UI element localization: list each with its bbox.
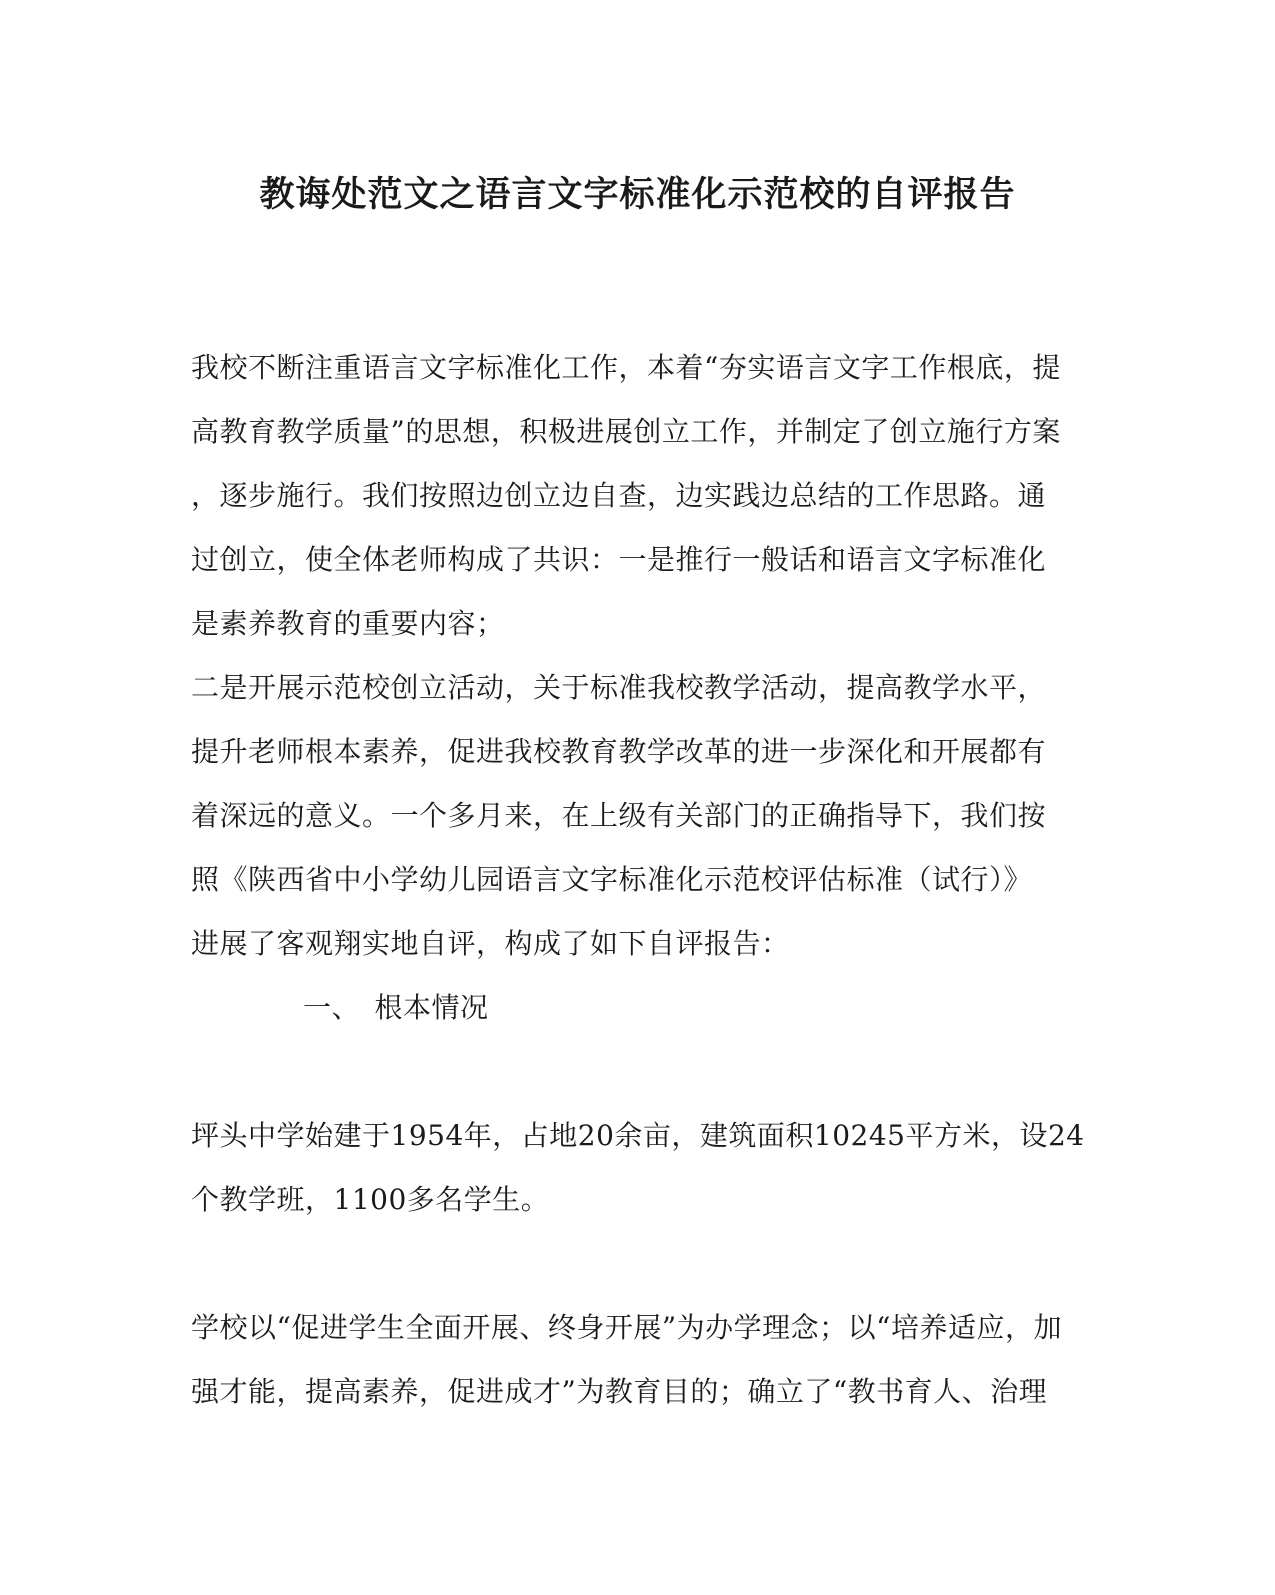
intro-line-3: ，逐步施行。我们按照边创立边自查，边实践边总结的工作思路。通 xyxy=(191,479,1047,512)
intro-line-5: 是素养教育的重要内容； xyxy=(191,607,505,640)
intro-line-1: 我校不断注重语言文字标准化工作，本着“夯实语言文字工作根底，提 xyxy=(191,351,1061,384)
intro-line-8: 着深远的意义。一个多月来，在上级有关部门的正确指导下，我们按 xyxy=(191,799,1047,832)
section1-para1-line-2: 个教学班，1100多名学生。 xyxy=(191,1183,550,1216)
section1-para2-line-1: 学校以“促进学生全面开展、终身开展”为办学理念；以“培养适应，加 xyxy=(191,1311,1062,1344)
section-heading-basic-situation: 一、 根本情况 xyxy=(303,991,489,1024)
intro-line-10: 进展了客观翔实地自评，构成了如下自评报告： xyxy=(191,927,790,960)
section1-para1-line-1: 坪头中学始建于1954年，占地20余亩，建筑面积10245平方米，设24 xyxy=(191,1119,1085,1152)
intro-line-9: 照《陕西省中小学幼儿园语言文字标准化示范校评估标准（试行）》 xyxy=(191,863,1033,896)
intro-line-6: 二是开展示范校创立活动，关于标准我校教学活动，提高教学水平， xyxy=(191,671,1047,704)
section1-para2-line-2: 强才能，提高素养，促进成才”为教育目的；确立了“教书育人、治理 xyxy=(191,1375,1048,1408)
document-title: 教诲处范文之语言文字标准化示范校的自评报告 xyxy=(259,174,1016,215)
intro-line-4: 过创立，使全体老师构成了共识：一是推行一般话和语言文字标准化 xyxy=(191,543,1047,576)
intro-line-7: 提升老师根本素养，促进我校教育教学改革的进一步深化和开展都有 xyxy=(191,735,1047,768)
intro-line-2: 高教育教学质量”的思想，积极进展创立工作，并制定了创立施行方案 xyxy=(191,415,1061,448)
